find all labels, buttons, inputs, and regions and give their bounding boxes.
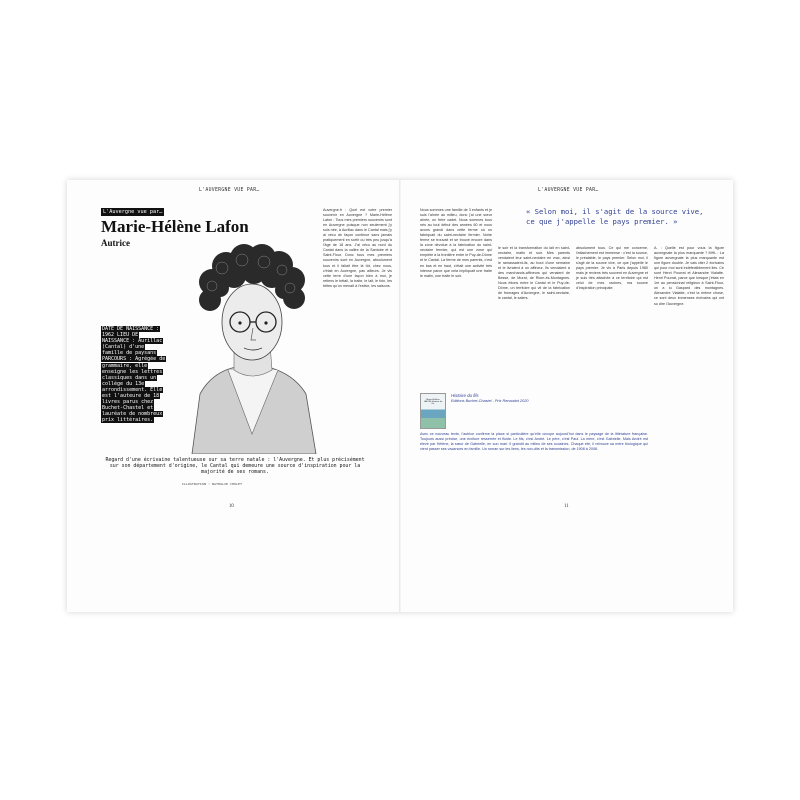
interview-column-5 <box>654 246 724 528</box>
interview-column-3 <box>498 246 570 386</box>
interview-text-3: le soir et la transformation du lait en saint-nectaire, matin et soir. Mes parents vendaient leur saint-nectaire en vrac, ainsi le ramassaient-ils, au bout d'une semaine et le livraient à un affineur. Ils vendaient à des marchands-affineurs qui venaient de Besse, de Murat, de Riom-ès-Montagnes. Nous étions entre le Cantal et le Puy-de-Dôme, un territoire qui vit de la fabrication de fromages d'Auvergne, le saint-nectaire, le cantal, le salers. <box>498 246 570 301</box>
section-kicker: L'Auvergne vue par… <box>103 209 163 215</box>
book-box-title: Histoire du fils <box>451 393 479 398</box>
book-cover-title: Marie-Hélène LAFON Histoire du fils <box>423 399 443 405</box>
magazine-spread <box>67 180 733 612</box>
interview-column-2 <box>420 208 492 386</box>
book-box-text: Avec ce nouveau texte, l'autrice confirme la place si particulière qu'elle occupe aujourd'hui dans le paysage de la littérature française. Toujours aussi précise, une écriture resserrée et fluide. Le fils, c'est André. Le père, c'est Paul. La mère, c'est Gabrielle. Mais André est élevé par Hélène, la sœur de Gabrielle, en son mari. Il grandit au milieu de ses cousines. Chaque été, il retrouve sa mère biologique qui vient passer ses vacances en famille. Un roman sur les liens, les non-dits et la transmission, de 1908 à 2008. <box>420 432 648 452</box>
running-head-left: L'AUVERGNE VUE PAR… <box>199 188 260 193</box>
page-number-right: 11 <box>564 504 569 509</box>
interview-column-1 <box>323 208 392 470</box>
interview-column-4 <box>576 246 648 392</box>
article-title: Marie-Hélène Lafon <box>101 217 249 236</box>
interview-text-4: absolument tous. Ce qui me concerne, l'attachement est immense : c'est la source, le préalable, le pays premier. Selon moi, il s'agit de la source vive, ce que j'appelle le pays premier. Je vis à Paris depuis 1980 mais je reviens très souvent en Auvergne et je suis très attachée à ce territoire qui est celui de mes racines, ma source d'inspiration principale. <box>576 246 648 291</box>
right-page <box>400 180 733 612</box>
article-subtitle: Autrice <box>101 238 130 248</box>
bio-text: DATE DE NAISSANCE : 1962 LIEU DE NAISSANCE : Aurillac (Cantal) d'une famille de paysans PARCOURS : Agrégée de grammaire, elle enseigne les lettres classiques dans un collège du 13e arrondissement. Elle est l'auteure de 18 livres parus chez Buchet-Chastel et lauréate de nombreux prix littéraires. <box>102 326 166 424</box>
running-head-right: L'AUVERGNE VUE PAR… <box>538 188 599 193</box>
portrait-illustration <box>182 244 322 454</box>
book-box-publisher: Editions Buchet-Chastel - Prix Renaudot 2020 <box>451 399 529 403</box>
left-page <box>67 180 400 612</box>
interview-text-1: Auvergne.fr : Quel est votre premier souvenir en Auvergne ? Marie-Hélène Lafon : Tous mes premiers souvenirs sont en Auvergne puisque non seulement j'y suis née, à Aurillac dans le Cantal mais j'y ai vécu de façon continue sans jamais pratiquement en sortir ou très peu jusqu'à l'âge de 18 ans. J'ai vécu au nord du Cantal dans la vallée de la Santoire et à Saint-Flour. Donc tous mes premiers souvenirs sont en Auvergne, absolument tous et il fallait être là tôt, chez nous, c'était en Auvergne, pas ailleurs. Je vis cette terre d'une façon bien à moi, je retiens le bétail, la traite, le lait, le foin, les bêtes qu'on menait à l'estive, les saisons. <box>323 208 392 288</box>
book-cover <box>420 393 446 429</box>
illustration-credit: ILLUSTRATION : NATHALIE CHOLET <box>182 482 243 486</box>
interview-text-2: Nous sommes une famille de 3 enfants et je suis l'aînée au milieu, donc j'ai une sœur aînée, un frère cadet. Nous sommes tous nés au tout début des années 60 et nous avons grandi dans cette ferme où on fabriquait du saint-nectaire fermier. Notre ferme se trouvait et se trouve encore dans la zone dévolue à la fabrication du saint-nectaire fermier, qui est une zone qui empiète à la frontière entre le Puy-de-Dôme et le Cantal. La ferme de mes parents, c'est en bas et en haut, c'était une activité très intense parce que cela impliquait une traite le matin, une traite le soir. <box>420 208 492 278</box>
pull-quote: « Selon moi, il s'agit de la source vive, ce que j'appelle le pays premier. » <box>526 207 704 226</box>
bio-block <box>101 326 168 424</box>
interview-text-5: A. : Quelle est pour vous la figure auvergnate la plus marquante ? MHL : La figure auvergnate la plus marquante est une figure double. Je vais citer 2 écrivains qui pour moi sont indéfectiblement liés. Ce sont Henri Pourrat et Alexandre Vialatte. Henri Pourrat, parce que lorsque j'étais en 1re au pensionnat religieux à Saint-Flour, on a lu Gaspard des montagnes. Alexandre Vialatte, c'est la même chose, ce sont deux immenses écrivains qui ont su dire l'Auvergne. <box>654 246 724 306</box>
page-number-left: 10 <box>229 504 234 509</box>
portrait-caption: Regard d'une écrivaine talentueuse sur sa terre natale : l'Auvergne. Et plus précisément sur son département d'origine, le Cantal qui demeure une source d'inspiration pour la majorité de ses romans. <box>105 457 365 476</box>
